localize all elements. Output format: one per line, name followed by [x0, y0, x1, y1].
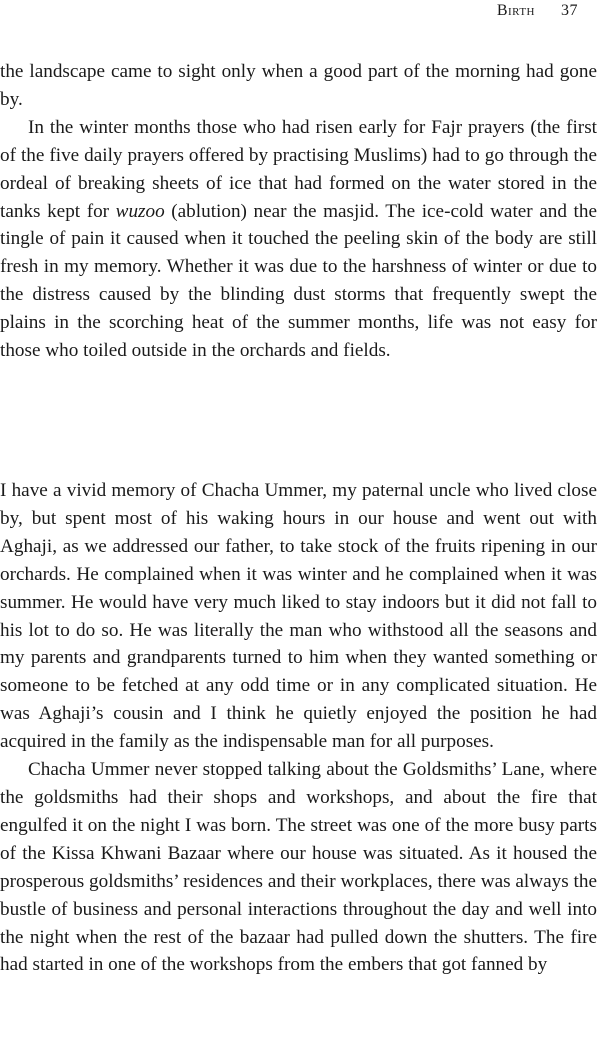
- italic-term: wuzoo: [115, 200, 165, 222]
- paragraph-goldsmiths-lane: Chacha Ummer never stopped talking about the Goldsmiths’ Lane, where the goldsmiths had their shops and workshops, and about the fire that engulfed it on the night I was born. The street was one of the more busy parts of the Kissa Khwani Bazaar where our house was situated. As it housed the prosperous goldsmiths’ residences and their workplaces, there was always the bustle of business and personal interactions throughout the day and well into the night when the rest of the bazaar had pulled down the shutters. The fire had started in one of the workshops from the embers that got fanned by: [0, 759, 597, 976]
- running-head: [497, 2, 578, 20]
- text-block-bottom: [0, 477, 597, 979]
- section-title: Birth: [496, 2, 535, 19]
- page-number: 37: [561, 2, 578, 19]
- paragraph-chacha-ummer: I have a vivid memory of Chacha Ummer, my paternal uncle who lived close by, but spent most of his waking hours in our house and went out with Aghaji, as we addressed our father, to take stock of the fruits ripening in our orchards. He complained when it was winter and he complained when it was summer. He would have very much liked to stay indoors but it did not fall to his lot to do so. He was literally the man who withstood all the seasons and my parents and grandparents turned to him when they wanted something or someone to be fetched at any odd time or in any complicated situation. He was Aghaji’s cousin and I think he quietly enjoyed the position he had acquired in the family as the indispensable man for all purposes.: [0, 480, 597, 753]
- paragraph-text: In the winter months those who had risen early for Fajr prayers (the first of the five daily prayers offered by practising Muslims) had to go through the ordeal of breaking sheets of ice that had formed on the water stored in the tanks kept for: [0, 116, 597, 222]
- text-block-top: [0, 58, 597, 365]
- paragraph-continuation: the landscape came to sight only when a good part of the morning had gone by.: [0, 61, 597, 110]
- paragraph-text: (ablution) near the masjid. The ice-cold water and the tingle of pain it caused when it touched the peeling skin of the body are still fresh in my memory. Whether it was due to the harshness of winter or due to the distress caused by the blinding dust storms that frequently swept the plains in the scorching heat of the summer months, life was not easy for those who toiled outside in the orchards and fields.: [0, 200, 597, 362]
- paragraph-winter-months: [0, 114, 597, 365]
